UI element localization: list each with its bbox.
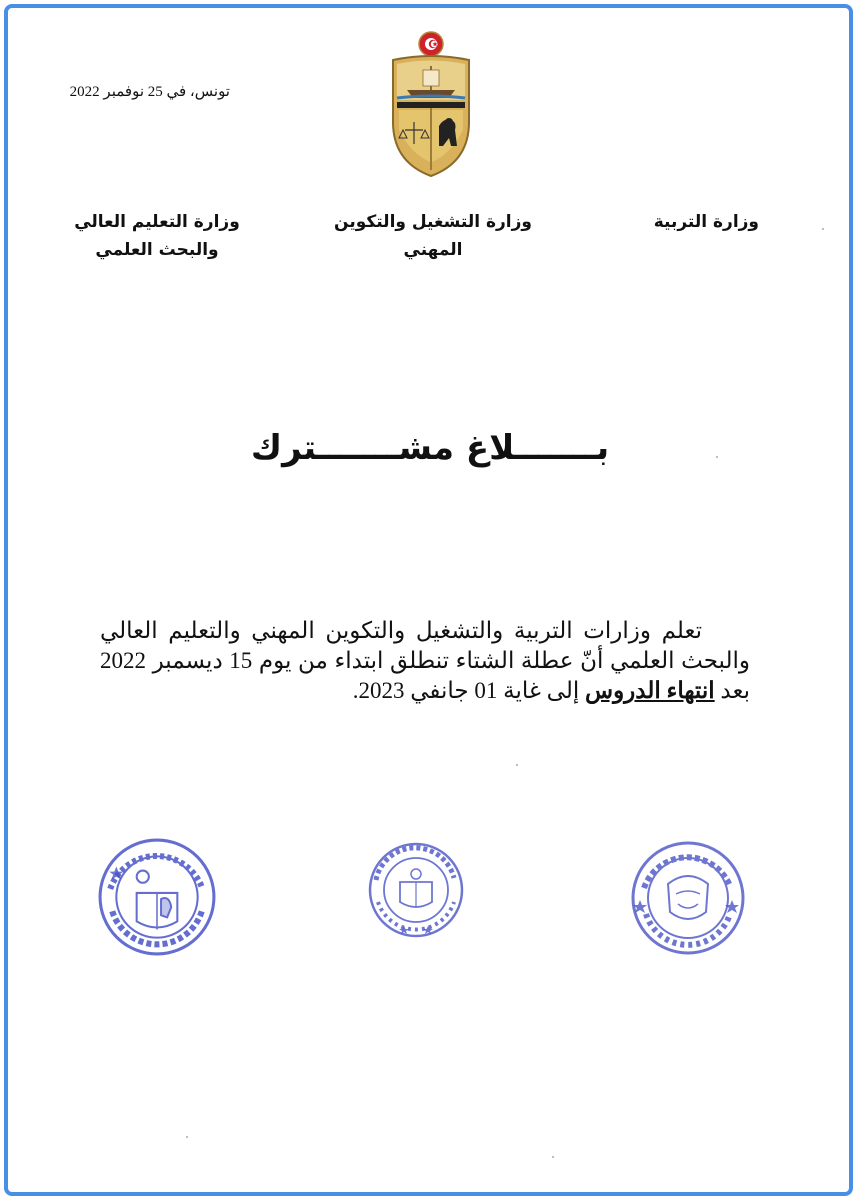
- document-frame: [4, 4, 853, 1196]
- document-body: [100, 616, 750, 706]
- body-line: [100, 676, 750, 706]
- ministry-name-line: وزارة التعليم العالي: [74, 212, 240, 232]
- ministry-name-line: المهني: [403, 240, 463, 260]
- body-text-fragment: إلى غاية 01 جانفي 2023.: [352, 678, 585, 703]
- scan-speck: [822, 228, 824, 230]
- ministry-seal-middle-icon: [366, 840, 466, 940]
- tunisia-coat-of-arms-icon: [383, 30, 479, 178]
- body-text-fragment: بعد: [714, 678, 750, 703]
- body-emphasis: انتهاء الدروس: [585, 678, 715, 703]
- body-line: والبحث العلمي أنّ عطلة الشتاء تنطلق ابتداء من يوم 15 ديسمبر 2022: [100, 648, 750, 673]
- ministry-name-line: وزارة التشغيل والتكوين: [334, 212, 532, 232]
- scan-speck: [716, 456, 718, 458]
- scan-speck: [552, 1156, 554, 1158]
- document-date: تونس، في 25 نوفمبر 2022: [69, 84, 230, 100]
- scan-speck: [186, 1136, 188, 1138]
- document-title: بـــــــلاغ مشـــــــترك: [250, 428, 610, 468]
- scan-speck: [516, 764, 518, 766]
- ministry-name-line: وزارة التربية: [653, 212, 759, 232]
- body-line: تعلم وزارات التربية والتشغيل والتكوين المهني والتعليم العالي: [100, 618, 702, 643]
- ministry-seal-left-icon: [96, 836, 218, 958]
- ministry-education: [654, 208, 759, 236]
- ministry-name-line: والبحث العلمي: [95, 240, 219, 260]
- ministry-employment: [328, 208, 538, 264]
- ministry-seal-right-icon: [628, 838, 748, 958]
- ministry-higher-education: [72, 208, 242, 264]
